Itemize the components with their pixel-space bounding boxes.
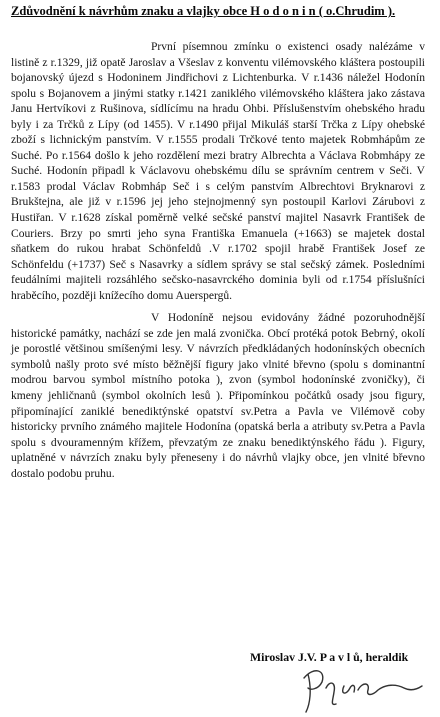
- paragraph-symbols: V Hodoníně nejsou evidovány žádné pozoruhodnější historické památky, nachází se zde jen malá zvonička. Obcí protéká potok Bebrný, okolí je porostlé většinou smíšenými lesy. V návrzích předkládaných hodonínských obecních symbolů našly proto své místo běžnější figury jako vlnité břevno (spolu s dominantní modrou barvou symbol místního potoka ), zvon (symbol hodonínské zvoničky), či kmeny jehličnanů (symbol okolních lesů ). Připomínkou počátků osady jsou figury, připomínající zaniklé benediktýnské opatství sv.Petra a Pavla ve Vilémově coby historicky prvního známého majitele Hodonína (opatská berla a atributy sv.Petra a Pavla spolu s dvouramenným křížem, převzatým ze znaku benediktýnského řádu ). Figury, uplatněné v návrzích znaku byly přeneseny i do návrhů vlajky obce, jen vlnité břevno dostalo podobu pruhu.: [11, 312, 425, 480]
- document-title: Zdůvodnění k návrhům znaku a vlajky obce H o d o n i n ( o.Chrudim ).: [11, 4, 396, 18]
- paragraph-history: První písemnou zmínku o existenci osady nalézáme v listině z r.1329, již opatě Jaroslav a Všeslav z konventu vilémovského kláštera postoupili bojanovský újezd s Hodoninem Jindřichovi z Lichtenburka. V r.1436 náležel Hodonín spolu s Bojanovem a jinými statky r.1421 zaniklého vilémovského kláštera jako zástava Janu Hertvíkovi z Rušinova, sídlícímu na hradu Ohbi. Příslušenstvím ohebského hradu byly i za Trčků z Lípy (od 1455). V r.1490 přijal Mikuláš starší Trčka z Lípy ohebské zboží s lichnickým panstvím. V r.1555 prodali Trčkové tento majetek Robmhápům ze Suché. Po r.1564 došlo k jeho rozdělení mezi bratry Albrechta a Václava Robmhápy ze Suché. Hodonín připadl k Václavovu ohebskému dílu se správním centrem v Seči. V r.1583 prodal Václav Robmháp Seč i s celým panstvím Albrechtovi Bryknarovi z Brukštejna, ale již v r.1596 jej jeho stejnojmenný syn postoupil Karlovi Zárubovi z Hustiřan. V r.1628 získal poměrně velké sečské panství majitel Nasavrk František de Couriers. Brzy po smrti jeho syna Františka Emanuela (+1663) se majetek dostal sňatkem do rukou hrabat Schönfeldů .V r.1702 spojil hrabě František Josef ze Schönfeldu (+1737) Seč s Nasavrky a sídlem správy se stal sečský zámek. Posledními feudálními majiteli rozsáhlého sečsko-nasavrckého dominia byli od r.1754 příslušníci hraběcího, později knížecího domu Auerspergů.: [11, 41, 425, 302]
- handwritten-signature-icon: [300, 660, 425, 715]
- document-body: [11, 40, 425, 482]
- signature-line: Miroslav J.V. P a v l ů, heraldik: [250, 650, 409, 664]
